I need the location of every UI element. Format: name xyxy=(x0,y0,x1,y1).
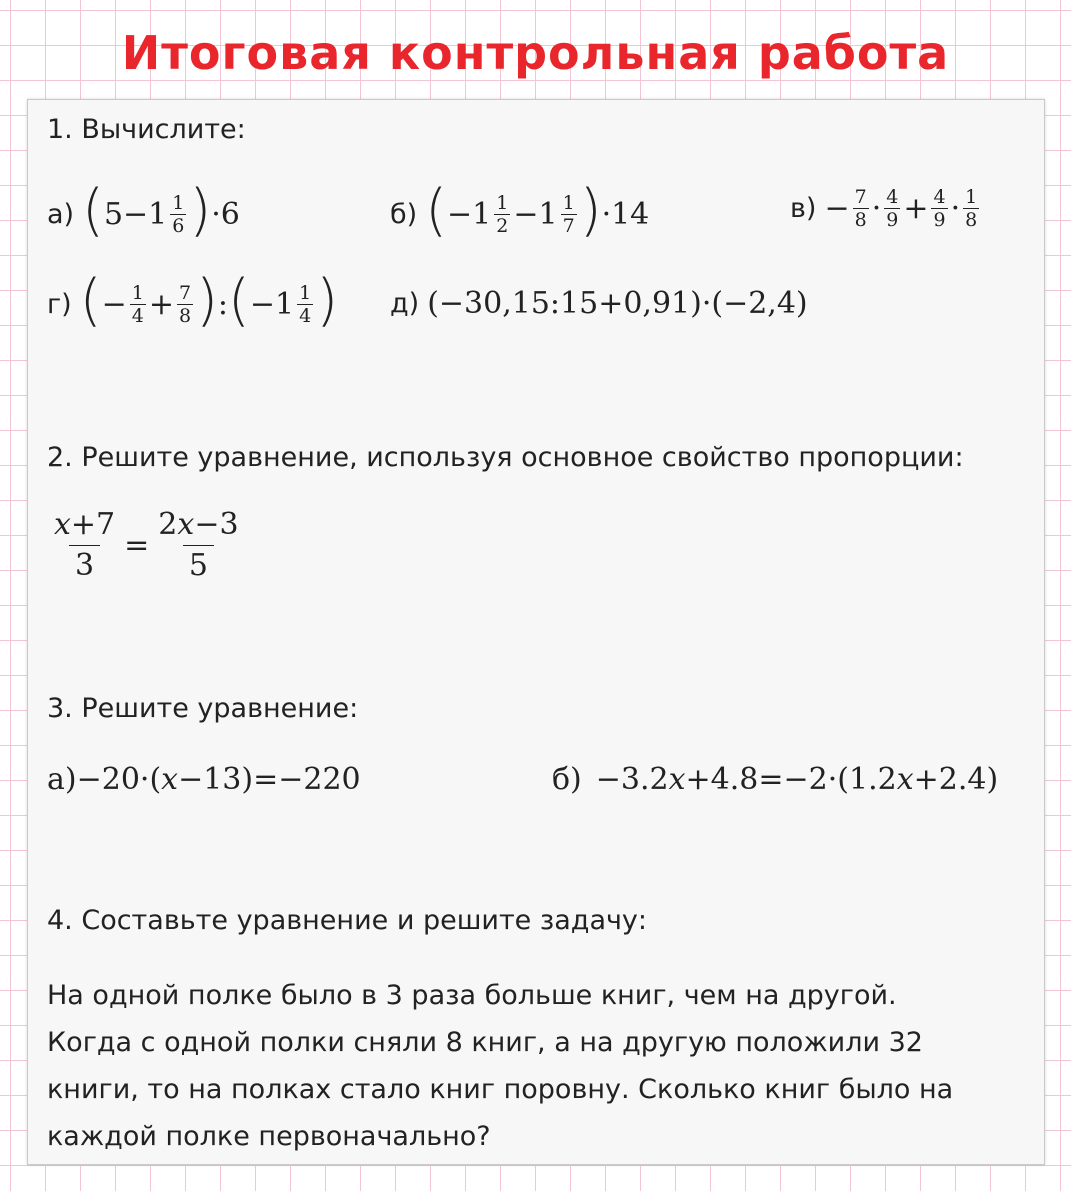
task1-heading: 1. Вычислите: xyxy=(47,114,246,145)
task3-b: б) −3.2 x +4.8=−2·(1.2 x +2.4) xyxy=(552,762,999,797)
task4-problem-text xyxy=(47,972,1017,1160)
task1-b-label: б) xyxy=(390,198,418,230)
task4-line: книги, то на полках стало книг поровну. Сколько книг было на xyxy=(47,1074,954,1105)
task1-v: в) − $\frac{7}{8}$ · $\frac{4}{9}$ + $\frac{4}{9}$ · $\frac{1}{8}$ xyxy=(790,186,978,231)
task3-a-label: а) xyxy=(47,762,77,797)
page-title: Итоговая контрольная работа xyxy=(121,26,950,80)
task4-line: Когда с одной полки сняли 8 книг, а на другую положили 32 xyxy=(47,1027,923,1058)
task1-d xyxy=(390,286,808,321)
task4-line: каждой полке первоначально? xyxy=(47,1121,491,1152)
task4-heading: 4. Составьте уравнение и решите задачу: xyxy=(47,905,648,936)
task1-g-label: г) xyxy=(47,288,72,320)
task1-g: г) ( − $\frac{1}{4}$ + $\frac{7}{8}$ ) : ( −1 $\frac{1}{4}$ ) xyxy=(47,268,339,333)
task1-b: б) ( −1 $\frac{1}{2}$ −1 $\frac{1}{7}$ ) ·14 xyxy=(390,178,650,243)
task3-b-label: б) xyxy=(552,762,582,797)
task2-heading: 2. Решите уравнение, используя основное свойство пропорции: xyxy=(47,442,964,473)
task4-line: На одной полке было в 3 раза больше книг, чем на другой. xyxy=(47,980,897,1011)
task1-a-label: а) xyxy=(47,198,75,230)
task1-d-expression: (−30,15:15+0,91)·(−2,4) xyxy=(427,286,808,321)
task1-v-label: в) xyxy=(790,193,817,224)
task3-heading: 3. Решите уравнение: xyxy=(47,693,359,724)
task1-a: а) ( 5−1 $\frac{1}{6}$ ) ·6 xyxy=(47,178,240,243)
task3-a: а) −20·( x −13)=−220 xyxy=(47,762,361,797)
task2-equation: $\frac{x+7}{3}$ = $\frac{2x-3}{5}$ xyxy=(45,505,248,586)
task1-d-label: д) xyxy=(390,288,420,319)
